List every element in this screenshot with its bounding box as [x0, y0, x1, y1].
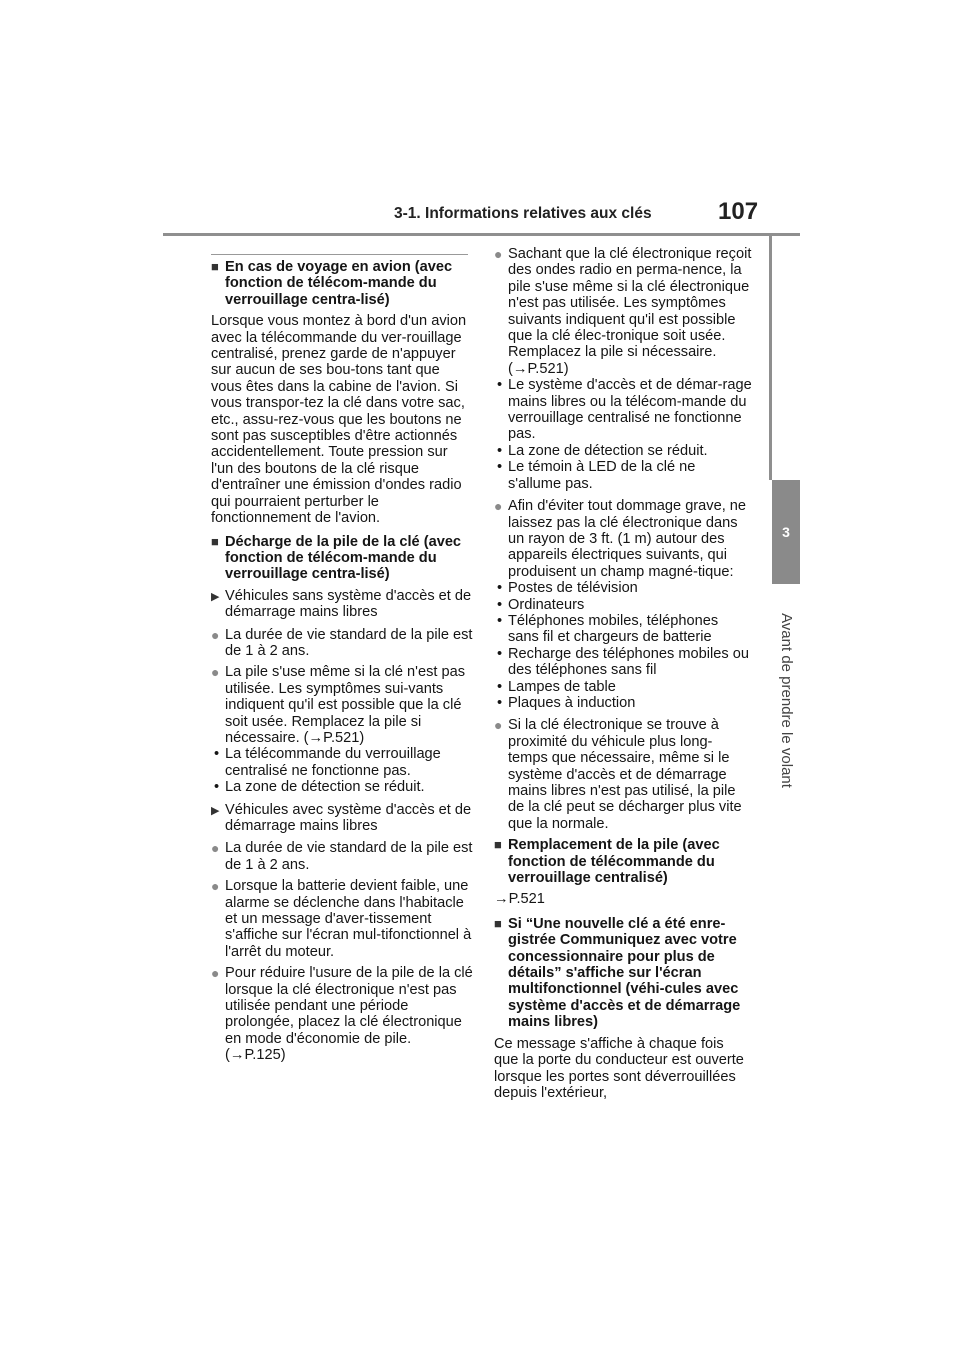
right-column — [494, 246, 752, 1108]
dot-bullet-icon: • — [497, 442, 503, 459]
dot-item — [494, 443, 752, 459]
list-item-text: La pile s'use même si la clé n'est pas utilisée. Les symptômes sui-vants indiquent qu'il est possible que la clé soit usée. Remplacez la pile si nécessaire. (→P.521) — [225, 664, 465, 746]
dot-bullet-icon: • — [497, 678, 503, 695]
page-reference: →P.521 — [494, 891, 545, 908]
heading — [211, 259, 473, 308]
subheading-text: Véhicules avec système d'accès et de démarrage mains libres — [225, 801, 472, 834]
dot-item-text: Le système d'accès et de démar-rage mains libres ou la télécom-mande du verrouillage centralisé ne fonctionne pas. — [508, 377, 752, 443]
dot-item — [494, 646, 752, 679]
heading — [494, 837, 752, 886]
list-item — [211, 664, 473, 746]
dot-item — [494, 695, 752, 711]
list-group — [494, 498, 752, 711]
list-item-text: Sachant que la clé électronique reçoit des ondes radio en perma-nence, la pile s'use même si la clé électronique n'est pas utilisée. Les symptômes suivants indiquent qu'il est possible que la clé élec-tronique soit usée. Remplacez la pile si nécessaire. (→P.521) — [508, 246, 752, 377]
dot-item — [494, 679, 752, 695]
dot-bullet-icon: • — [214, 779, 220, 796]
dot-item-text: Ordinateurs — [508, 596, 585, 613]
circle-bullet-icon: ● — [494, 246, 503, 262]
side-rule — [769, 236, 772, 480]
list-item — [494, 498, 752, 580]
heading — [211, 534, 473, 583]
dot-item — [494, 377, 752, 443]
subheading — [211, 588, 473, 621]
list-item-text: Pour réduire l'usure de la pile de la clé lorsque la clé électronique n'est pas utilisée pendant une période prolongée, placez la clé électronique en mode d'économie de pile. (→P.125) — [225, 965, 473, 1064]
list-item — [211, 840, 473, 873]
square-bullet-icon: ■ — [211, 533, 219, 549]
square-bullet-icon: ■ — [494, 915, 502, 931]
subheading — [211, 802, 473, 835]
dot-item-text: La zone de détection se réduit. — [508, 442, 708, 459]
list-item — [494, 246, 752, 377]
paragraph: Lorsque vous montez à bord d'un avion avec la télécommande du ver-rouillage centralisé, prenez garde de n'appuyer sur aucun de ses bou-tons tant que vous êtes dans la cabine de l'avion. Si vous transpor-tez la clé dans votre sac, etc., assu-rez-vous que les boutons ne sont pas susceptibles d'être actionnés accidentellement. Toute pression sur l'un des boutons de la clé risque d'entraîner une émission d'ondes radio qui pourraient perturber le fonctionnement de l'avion. — [211, 313, 467, 527]
dot-bullet-icon: • — [214, 746, 220, 763]
dot-item-text: Plaques à induction — [508, 694, 636, 711]
chapter-title — [772, 590, 800, 810]
dot-item — [494, 459, 752, 492]
dot-item-text: Téléphones mobiles, téléphones sans fil et chargeurs de batterie — [508, 612, 719, 646]
section-title: 3-1. Informations relatives aux clés — [394, 205, 652, 222]
chapter-tab: 3 — [772, 480, 800, 584]
circle-bullet-icon: ● — [211, 878, 220, 895]
dot-item — [494, 597, 752, 613]
heading-text: Remplacement de la pile (avec fonction de télécommande du verrouillage centralisé) — [508, 837, 720, 887]
dot-item-text: La télécommande du verrouillage centralisé ne fonctionne pas. — [225, 746, 441, 779]
dot-item — [494, 613, 752, 646]
page-number: 107 — [718, 198, 759, 225]
dot-item — [494, 580, 752, 596]
list-item — [211, 627, 473, 660]
dot-bullet-icon: • — [497, 645, 503, 662]
triangle-right-icon: ▶ — [211, 804, 220, 817]
list-item-text: Lorsque la batterie devient faible, une alarme se déclenche dans l'habitacle et un message d'aver-tissement s'affiche sur l'écran mul-tifonctionnel à l'arrêt du moteur. — [225, 878, 472, 960]
list-item-text: Afin d'éviter tout dommage grave, ne laissez pas la clé électronique dans un rayon de 3 ft. (1 m) autour des appareils électriques suivants, qui produisent un champ magné-tique: — [508, 498, 747, 580]
circle-bullet-icon: ● — [211, 840, 220, 857]
list-item — [211, 965, 473, 1063]
triangle-right-icon: ▶ — [211, 590, 220, 603]
circle-bullet-icon: ● — [211, 626, 220, 643]
heading-text: Si “Une nouvelle clé a été enre-gistrée Communiquez avec votre concessionnaire pour plus de détails” s'affiche sur l'écran multifonctionnel (véhi-cules avec système d'accès et de démarrage mains libres) — [508, 915, 741, 1031]
dot-bullet-icon: • — [497, 694, 503, 711]
circle-bullet-icon: ● — [494, 498, 503, 515]
dot-bullet-icon: • — [497, 580, 503, 597]
dot-item-text: Recharge des téléphones mobiles ou des téléphones sans fil — [508, 645, 749, 679]
dot-bullet-icon: • — [497, 377, 503, 394]
chapter-title-text: Avant de prendre le volant — [777, 612, 795, 788]
dot-item — [211, 779, 473, 795]
list-item — [211, 878, 473, 960]
column-top-rule — [211, 254, 468, 255]
dot-item-text: Le témoin à LED de la clé ne s'allume pas. — [508, 459, 696, 492]
list-item — [494, 717, 752, 832]
heading-text: Décharge de la pile de la clé (avec fonction de télécom-mande du verrouillage centra-lisé) — [225, 533, 462, 583]
dot-bullet-icon: • — [497, 596, 503, 613]
header-rule — [163, 233, 800, 236]
heading — [494, 916, 752, 1031]
square-bullet-icon: ■ — [494, 837, 502, 853]
list-item-text: La durée de vie standard de la pile est de 1 à 2 ans. — [225, 840, 473, 873]
left-column — [211, 259, 473, 1069]
dot-item-text: Lampes de table — [508, 678, 616, 695]
dot-bullet-icon: • — [497, 459, 503, 476]
paragraph: Ce message s'affiche à chaque fois que la porte du conducteur est ouverte lorsque les portes sont déverrouillées depuis l'extérieur, — [494, 1035, 744, 1101]
dot-item — [211, 746, 473, 779]
list-item-text: La durée de vie standard de la pile est de 1 à 2 ans. — [225, 626, 473, 659]
dot-bullet-icon: • — [497, 612, 503, 629]
square-bullet-icon: ■ — [211, 259, 219, 274]
circle-bullet-icon: ● — [211, 965, 220, 982]
list-group — [211, 664, 473, 795]
circle-bullet-icon: ● — [494, 717, 503, 734]
heading-text: En cas de voyage en avion (avec fonction de télécom-mande du verrouillage centra-lisé) — [225, 259, 453, 308]
dot-item-text: La zone de détection se réduit. — [225, 779, 425, 796]
list-group — [494, 246, 752, 492]
list-item-text: Si la clé électronique se trouve à proximité du véhicule plus long-temps que nécessaire, même si le système d'accès et de démarrage mains libres n'est pas utilisé, la pile de la clé peut se décharger plus vite que la normale. — [508, 717, 742, 832]
subheading-text: Véhicules sans système d'accès et de démarrage mains libres — [225, 587, 472, 621]
dot-item-text: Postes de télévision — [508, 580, 638, 597]
circle-bullet-icon: ● — [211, 664, 220, 681]
